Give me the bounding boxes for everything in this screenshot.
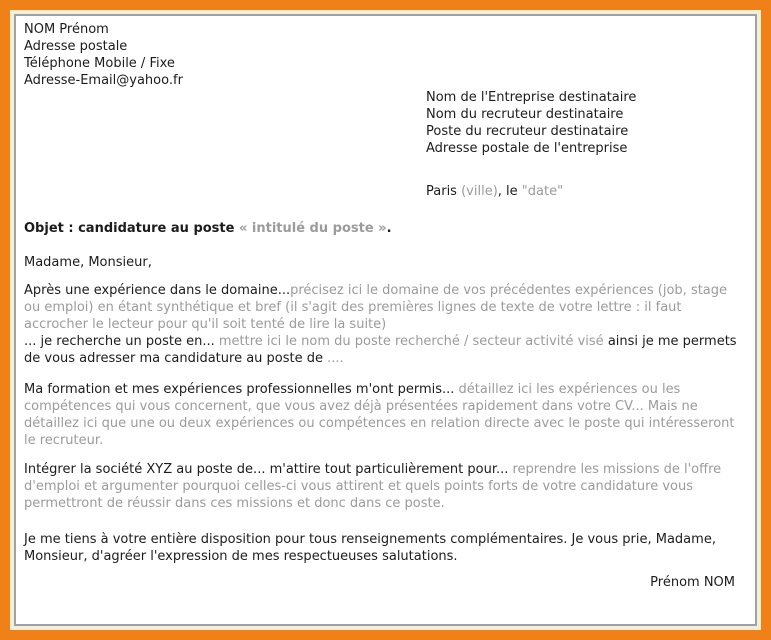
text-line: Téléphone Mobile / Fixe bbox=[24, 56, 175, 71]
paragraph-formation bbox=[24, 381, 747, 449]
text-segment: (ville) bbox=[461, 184, 498, 199]
text-segment: mettre ici le nom du poste recherché / secteur activité visé bbox=[218, 334, 608, 349]
text-segment: « intitulé du poste » bbox=[238, 221, 387, 236]
text-segment: "date" bbox=[521, 184, 564, 199]
text-segment: précisez ici le domaine de vos précédentes expériences (job, stage ou emploi) en étant synthétique et bref (il s'agit des premières lignes de texte de votre lettre : il faut accrocher le lecteur pour qu'il soit tenté de lire la suite) bbox=[24, 283, 728, 332]
text-segment: détaillez ici les expériences ou les compétences qui vous concernent, que vous avez déjà présentées rapidement dans votre CV... Mais ne détaillez ici que une ou deux expériences ou compétences en relation directe avec le poste qui intéresseront le recruteur. bbox=[24, 382, 735, 448]
text-segment: Paris bbox=[426, 184, 462, 199]
text-line: Adresse postale de l'entreprise bbox=[426, 141, 628, 156]
text-segment: reprendre les missions de l'offre d'emploi et argumenter pourquoi celles-ci vous attirent et quels points forts de votre candidature vous permettront de réussir dans ces missions et donc dans ce poste. bbox=[24, 462, 722, 511]
paragraph-experience bbox=[24, 282, 747, 367]
text-segment: ... je recherche un poste en... bbox=[24, 334, 219, 349]
text-segment: , le bbox=[497, 184, 522, 199]
date-line bbox=[426, 183, 747, 200]
text-line: Adresse-Email@yahoo.fr bbox=[24, 73, 183, 88]
text-segment: Ma formation et mes expériences professionnelles m'ont permis... bbox=[24, 382, 459, 397]
text-segment: .... bbox=[327, 351, 344, 366]
text-line: Adresse postale bbox=[24, 39, 128, 54]
text-segment: Je me tiens à votre entière disposition pour tous renseignements complémentaires. Je vous prie, Madame, Monsieur, d'agréer l'expression de mes respectueuses salutations. bbox=[24, 532, 716, 564]
text-line: Nom de l'Entreprise destinataire bbox=[426, 90, 637, 105]
closing-paragraph bbox=[24, 531, 747, 565]
text-segment: . bbox=[386, 221, 392, 236]
text-line: NOM Prénom bbox=[24, 22, 109, 37]
signature-name: Prénom NOM bbox=[650, 575, 735, 590]
sender-address-block bbox=[24, 21, 747, 89]
text-segment: ainsi je me permets de vous adresser ma candidature au poste de bbox=[24, 334, 737, 366]
text-segment: Intégrer la société XYZ au poste de... m'attire tout particulièrement pour... bbox=[24, 462, 513, 477]
paragraph-integration bbox=[24, 461, 747, 512]
salutation: Madame, Monsieur, bbox=[24, 255, 152, 270]
recipient-address-block bbox=[426, 89, 747, 157]
letter-page bbox=[14, 14, 757, 626]
text-segment: Objet : candidature au poste bbox=[24, 221, 239, 236]
text-line: Poste du recruteur destinataire bbox=[426, 124, 629, 139]
text-line: Nom du recruteur destinataire bbox=[426, 107, 624, 122]
subject-line bbox=[24, 220, 747, 237]
text-segment: Après une expérience dans le domaine... bbox=[24, 283, 291, 298]
